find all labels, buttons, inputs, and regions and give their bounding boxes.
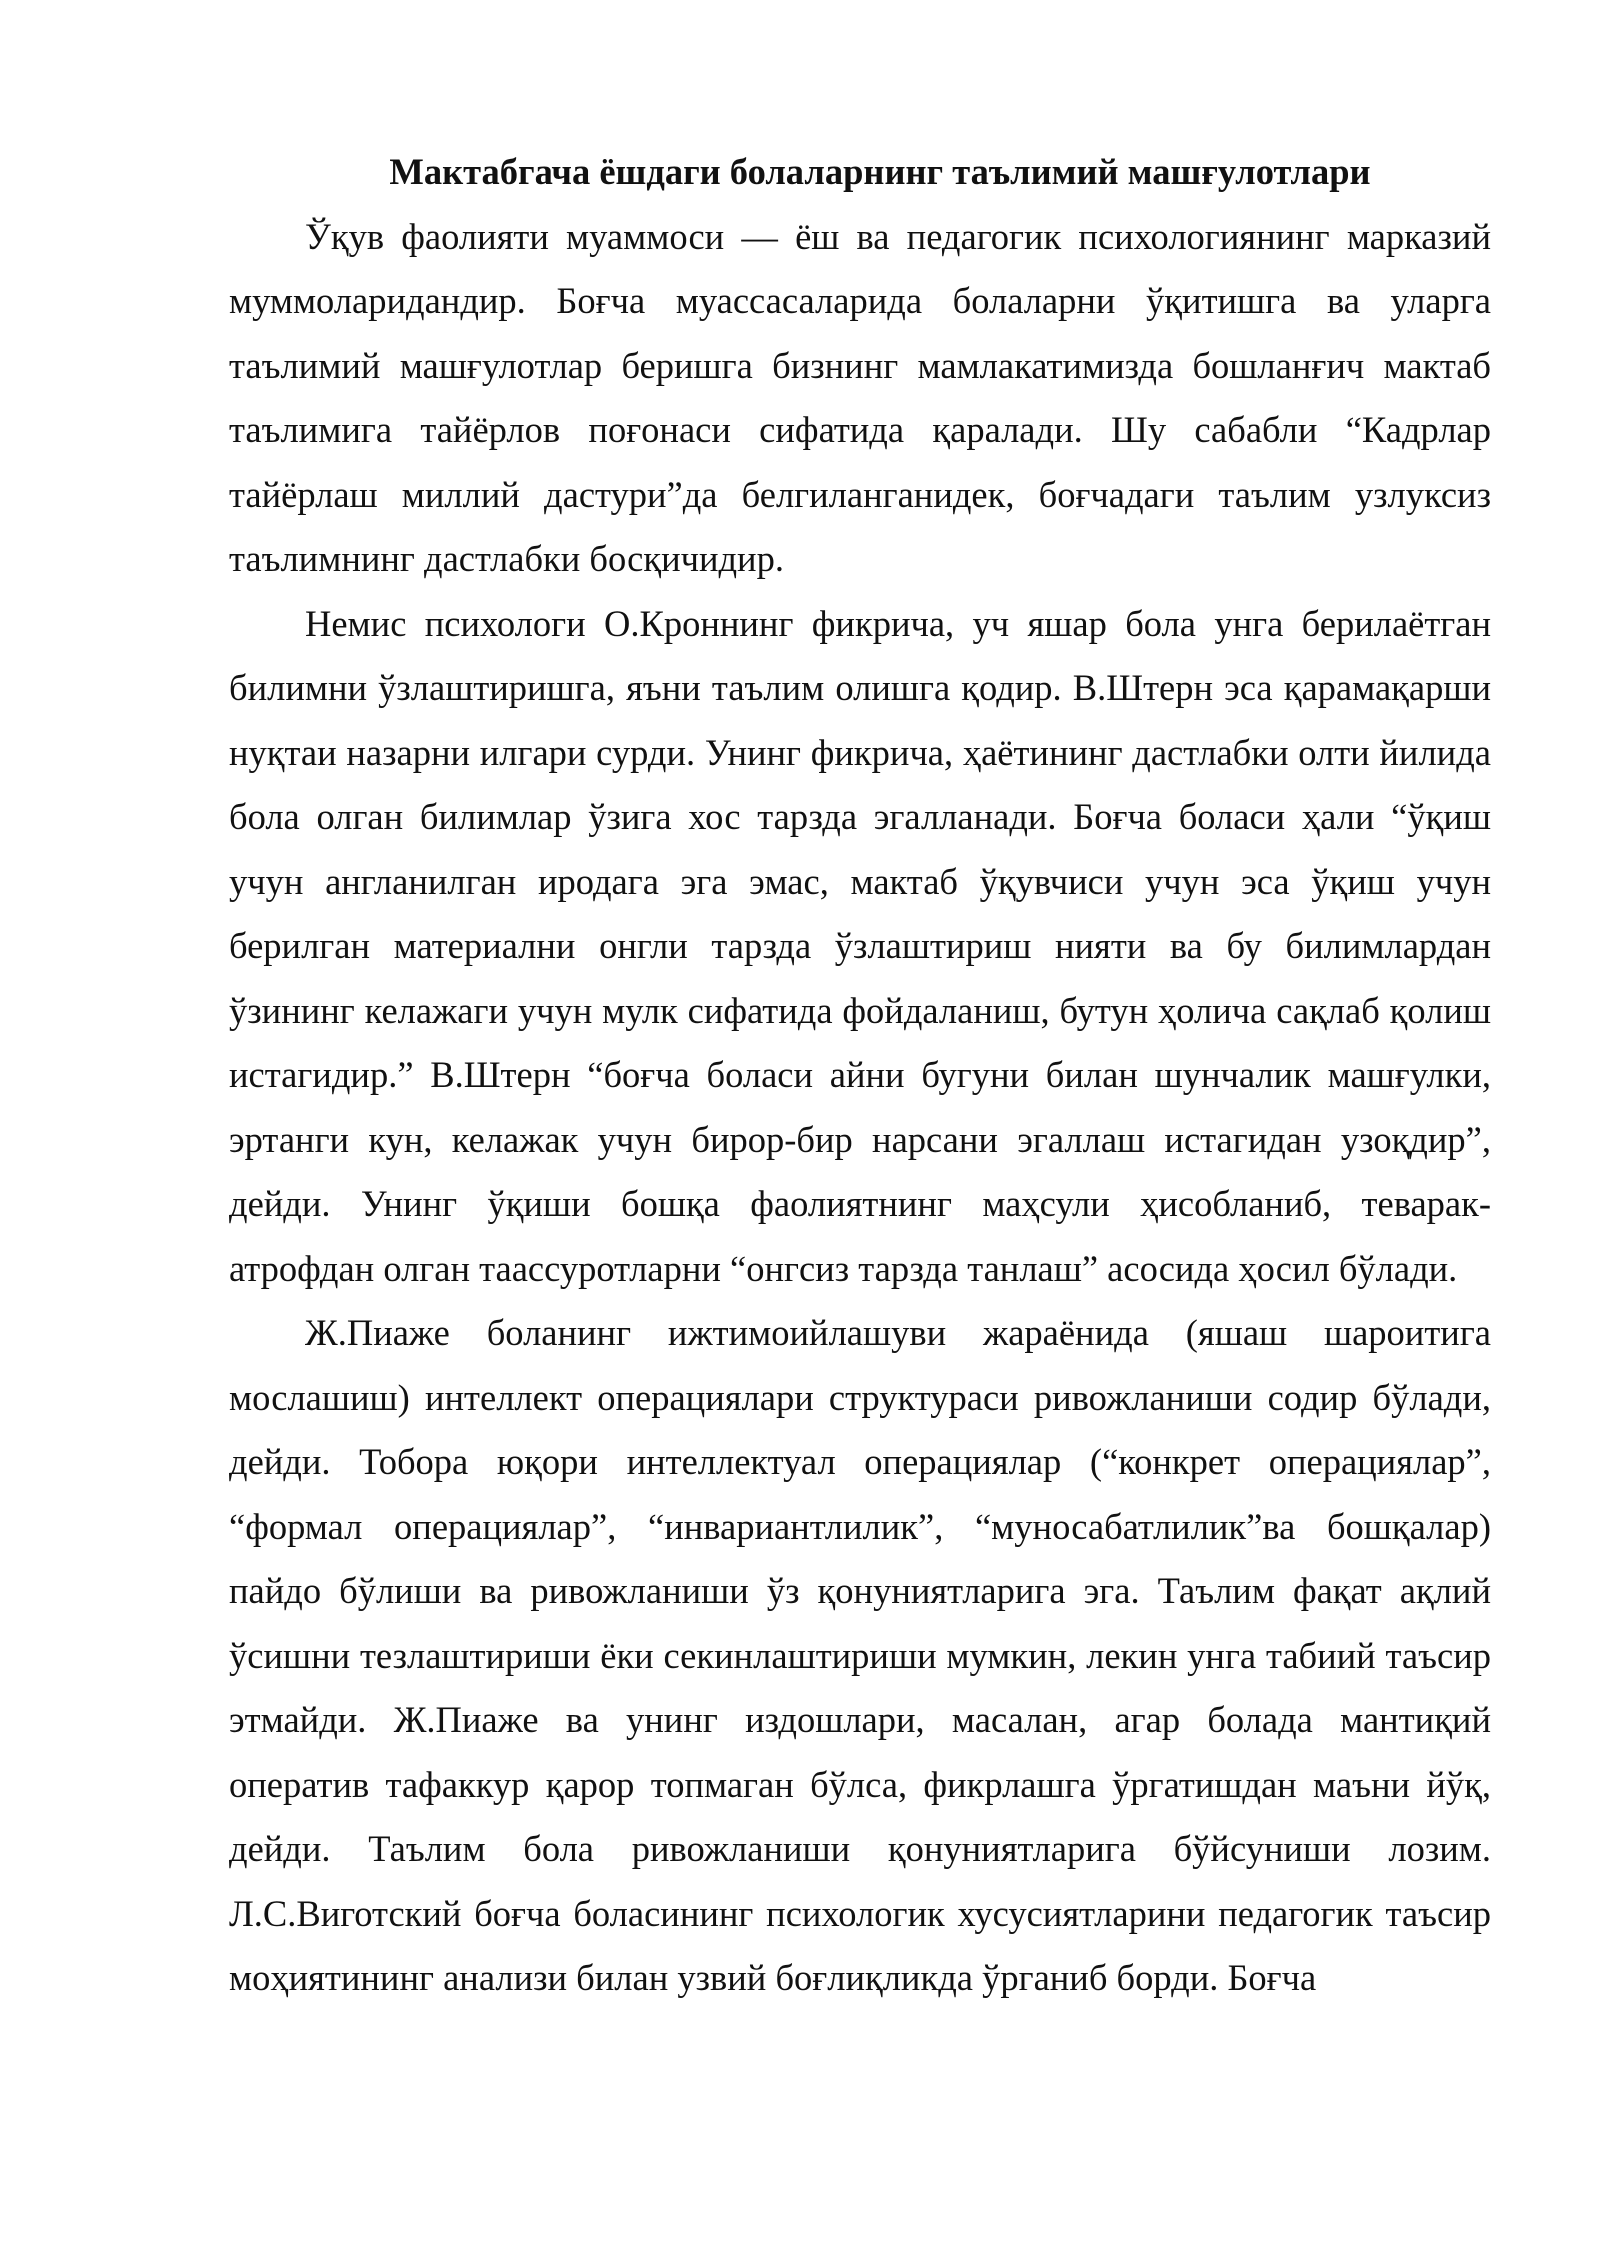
paragraph-kronn-stern: Немис психологи О.Кроннинг фикрича, уч яшар бола унга берилаётган билимни ўзлаштиришга, яъни таълим олишга қодир. В.Штерн эса қарамақарши нуқтаи назарни илгари сурди. Унинг фикрича, ҳаётининг дастлабки олти йилида бола олган билимлар ўзига хос тарзда эгалланади. Боғча боласи ҳали “ўқиш учун англанилган иродага эга эмас, мактаб ўқувчиси учун эса ўқиш учун берилган материални онгли тарзда ўзлаштириш нияти ва бу билимлардан ўзининг келажаги учун мулк сифатида фойдаланиш, бутун ҳолича сақлаб қолиш истагидир.” В.Штерн “боғча боласи айни бугуни билан шунчалик машғулки, эртанги кун, келажак учун бирор-бир нарсани эгаллаш истагидан узоқдир”, дейди. Унинг ўқиши бошқа фаолиятнинг маҳсули ҳисобланиб, теварак- атрофдан олган таассуротларни “онгсиз тарзда танлаш” асосида ҳосил бўлади. [229,602,1491,1289]
paragraph-piaget-vygotsky: Ж.Пиаже боланинг ижтимоийлашуви жараёнида (яшаш шароитига мослашиш) интеллект операциялари структураси ривожланиши содир бўлади, дейди. Тобора юқори интеллектуал операциялар (“конкрет операциялар”, “формал операциялар”, “инвариантлилик”, “муносабатлилик”ва бошқалар) пайдо бўлиши ва ривожланиши ўз қонуниятларига эга. Таълим фақат ақлий ўсишни тезлаштириши ёки секинлаштириши мумкин, лекин унга табиий таъсир этмайди. Ж.Пиаже ва унинг издошлари, масалан, агар болада мантиқий оператив тафаккур қарор топмаган бўлса, фикрлашга ўргатишдан маъни йўқ, дейди. Таълим бола ривожланиши қонуниятларига бўйсуниши лозим. Л.С.Виготский боғча боласининг психологик хусусиятларини педагогик таъсир моҳиятининг анализи билан узвий боғлиқликда ўрганиб борди. Боғча [229,1312,1491,1998]
paragraph-learning-activity: Ўқув фаолияти муаммоси — ёш ва педагогик психологиянинг марказий муммоларидандир. Боғча муассасаларида болаларни ўқитишга ва уларга таълимий машғулотлар беришга бизнинг мамлакатимизда бошланғич мактаб таълимига тайёрлов поғонаси сифатида қаралади. Шу сабабли “Кадрлар тайёрлаш миллий дастури”да белгиланганидек, боғчадаги таълим узлуксиз таълимнинг дастлабки босқичидир. [229,215,1491,579]
document-title: Мактабгача ёшдаги болаларнинг таълимий машғулотлари [389,151,1371,192]
document-body [229,140,1491,2011]
